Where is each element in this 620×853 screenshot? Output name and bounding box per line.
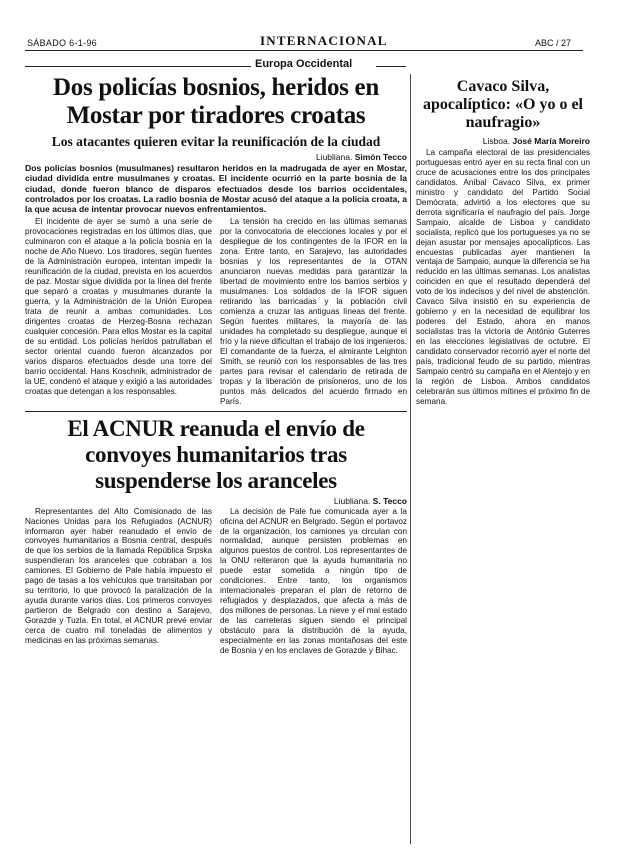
article1-byline-place: Liubliana. <box>315 152 353 162</box>
sidebar-byline-place: Lisboa. <box>482 136 511 146</box>
main-column <box>25 74 407 656</box>
article2-col2: La decisión de Pale fue comunicada ayer a la oficina del ACNUR en Belgrado. Según el portavoz de la organización, los camiones ya circulan con normalidad, aunque persisten problemas en algunos puestos de control. Los representantes de la ONU reiteraron que la ayuda humanitaria no puede estar sometida a ningún tipo de condiciones. Entre tanto, los organismos internacionales preparan el plan de retorno de refugiados y desplazados, que afecta a más de dos millones de personas. La nieve y el mal estado de las carreteras siguen siendo el principal obstáculo para la distribución de la ayuda, especialmente en las zonas montañosas del este de Bosnia y en los enclaves de Gorazde y Bihac. <box>220 506 407 655</box>
header-section: INTERNACIONAL <box>260 33 388 48</box>
article2-byline <box>25 496 407 506</box>
article1-headline: Dos policías bosnios, heridos en Mostar por tiradores croatas <box>53 74 379 129</box>
sidebar-text: La campaña electoral de las presidenciales portuguesas entró ayer en su recta final con un cruce de acusaciones entre los dos principales candidatos. Aníbal Cavaco Silva, ex primer ministro y candidato del Partido Social Demócrata, advirtió a los electores que su derrota significaría el naufragio del país. Jorge Sampaio, alcalde de Lisboa y candidato socialista, replicó que los portugueses ya no se dejan asustar por mensajes apocalípticos. Las encuestas publicadas ayer mantienen la ventaja de Sampaio, aunque la diferencia se ha reducido en las últimas semanas. Los analistas coinciden en que el resultado dependerá del voto de los indecisos y del nivel de abstención. Cavaco Silva insistió en su experiencia de gobierno y en la necesidad de equilibrar los poderes del Estado, ahora en manos socialistas tras la victoria de António Guterres en las elecciones legislativas de octubre. El candidato conservador recorrió ayer el norte del país, tradicional feudo de su partido, mientras Sampaio centró su campaña en el Alentejo y en la región de Lisboa. Ambos candidatos celebrarán sus últimos mítines el próximo fin de semana. <box>416 148 590 406</box>
sidebar-headline: Cavaco Silva, apocalíptico: «O yo o el naufragio» <box>423 78 583 131</box>
column-divider <box>410 74 411 844</box>
article1-col2: La tensión ha crecido en las últimas semanas por la convocatoria de elecciones locales y por el despliegue de los contingentes de la IFOR en la zona. Entre tanto, en Sarajevo, las autoridades bosnias y los representantes de la OTAN anunciaron nuevas medidas para garantizar la libertad de movimiento entre los barrios serbios y musulmanes. Los soldados de la IFOR siguen retirando las barricadas y la población civil comienza a cruzar las antiguas líneas del frente. Según fuentes militares, la mayoría de las unidades ha completado su despliegue, aunque el frío y la nieve dificultan el trabajo de los ingenieros. El comandante de la fuerza, el almirante Leighton Smith, se reunió con los responsables de las tres partes para revisar el calendario de retirada de tropas y la liberación de prisioneros, uno de los puntos más delicados del acuerdo firmado en París. <box>220 217 407 406</box>
article2-byline-place: Liubliana. <box>333 495 371 506</box>
article1-byline-author: Simón Tecco <box>354 152 407 162</box>
subsection-rule-right <box>376 66 406 67</box>
article1-byline <box>25 152 407 162</box>
article1-subhead: Los atacantes quieren evitar la reunificación de la ciudad <box>51 134 381 149</box>
article1-body <box>25 217 407 406</box>
sidebar-byline <box>416 136 590 146</box>
article2-col1: Representantes del Alto Comisionado de las Naciones Unidas para los Refugiados (ACNUR) informaron ayer haber reanudado el envío de convoyes humanitarios a Bosnia central, después de que los serbios de la llamada República Srpska suspendieran los aranceles que cobraban a los camiones. El Gobierno de Pale había impuesto el pago de tasas a los vehículos que transitaban por su territorio, lo que provocó la paralización de la ayuda durante varios días. Los primeros convoyes partieron de Belgrado con destino a Sarajevo, Gorazde y Tuzla. En total, el ACNUR prevé enviar cerca de cuatro mil toneladas de alimentos y medicinas en las próximas semanas. <box>25 506 212 645</box>
subsection-title: Europa Occidental <box>255 58 353 70</box>
header-rule <box>25 50 583 51</box>
header-page: ABC / 27 <box>535 38 572 48</box>
article2-body <box>25 507 407 656</box>
article1-col1: El incidente de ayer se sumó a una serie de provocaciones registradas en los últimos días, que culminaron con el ataque a la policía bosnia en la noche de Año Nuevo. Los tiradores, según fuentes de la Administración europea, intentan impedir la reunificación de la ciudad, prevista en los acuerdos de paz. Mostar sigue dividida por la línea del frente que separó a croatas y musulmanes durante la guerra, y la Administración de la Unión Europea trata de reunir a ambas comunidades. Los dirigentes croatas de Herzeg-Bosna rechazan cualquier concesión. Para ellos Mostar es la capital de su entidad. Los policías heridos patrullaban el sector oriental cuando fueron alcanzados por varios disparos efectuados desde una torre del barrio occidental. Hans Koschnik, administrador de la UE, condenó el ataque y exigió a las autoridades croatas que detengan a los responsables. <box>25 217 212 396</box>
article-divider <box>25 411 407 412</box>
subsection-rule-left <box>25 66 251 67</box>
article2-byline-author: S. Tecco <box>372 495 407 506</box>
sidebar-byline-author: José María Moreiro <box>512 136 590 146</box>
article2-headline: El ACNUR reanuda el envío de convoyes humanitarios tras suspenderse los aranceles <box>67 415 365 493</box>
header-date: SÁBADO 6-1-96 <box>27 38 97 48</box>
article1-lead: Dos policías bosnios (musulmanes) resultaron heridos en la madrugada de ayer en Mostar, ciudad dividida entre musulmanes y croatas. El incidente ocurrió en la parte bosnia de la ciudad, donde fueron blanco de disparos efectuados desde los barrios occidentales, controlados por los croatas. La radio bosnia de Mostar acusó del ataque a la policía croata, a la que acusa de intentar provocar nuevos enfrentamientos. <box>25 163 407 215</box>
sidebar-column <box>416 74 590 407</box>
page-header <box>0 0 620 52</box>
